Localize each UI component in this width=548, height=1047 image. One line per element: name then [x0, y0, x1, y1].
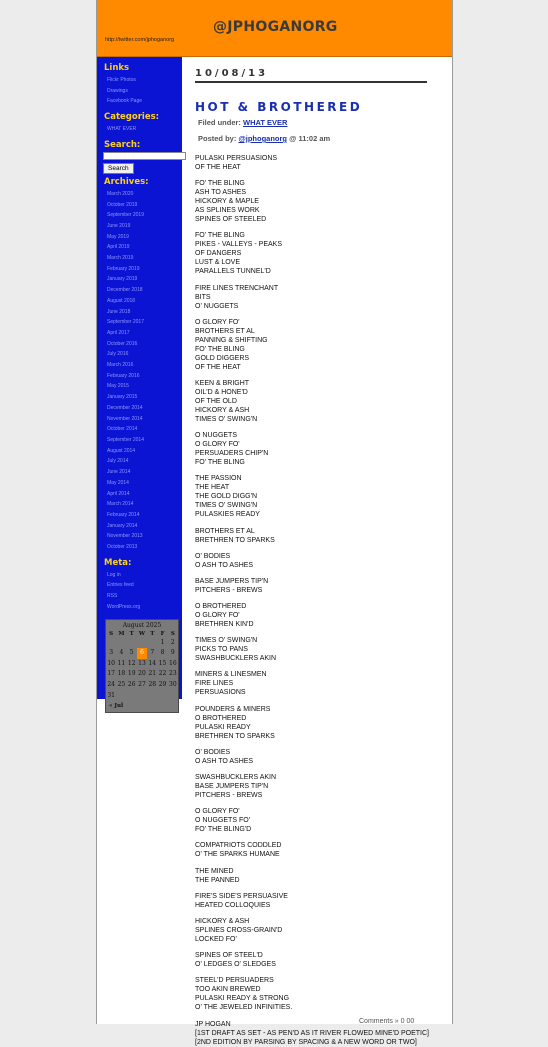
poem-line: BRETHREN TO SPARKS [195, 536, 275, 544]
signature-line: [1ST DRAFT AS SET - AS PEN'D AS IT RIVER FLOWED MINE'D POETIC] [195, 1030, 429, 1038]
poem-stanza [195, 179, 445, 224]
archive-link[interactable]: October 2013 [107, 544, 138, 551]
poem-line: PULASKI READY & STRONG [195, 995, 290, 1003]
sidebar-link[interactable]: Facebook Page [107, 98, 143, 105]
archive-link[interactable]: March 2019 [107, 255, 134, 262]
poem-line: FIRE LINES TRENCHANT [195, 284, 279, 292]
sidebar [97, 57, 182, 710]
calendar-day [157, 691, 167, 702]
poem-stanza [195, 231, 445, 276]
calendar-day-name: W [138, 630, 146, 637]
calendar-day [137, 691, 147, 702]
poem-line: PITCHERS - BREWS [195, 792, 263, 799]
poem-stanza [195, 474, 445, 519]
calendar-day [137, 638, 147, 649]
calendar-day [127, 638, 137, 649]
calendar-day-name: T [129, 630, 134, 637]
archive-link[interactable]: December 2018 [107, 287, 143, 294]
poem-line: SPINES OF STEEL'D [195, 952, 263, 960]
sidebar-link[interactable]: Flickr Photos [107, 77, 136, 83]
poem-line: HICKORY & MAPLE [195, 198, 259, 206]
poem-line: AS SPLINES WORK [195, 207, 260, 215]
calendar-day [168, 691, 178, 702]
archive-link[interactable]: April 2017 [107, 329, 130, 336]
post-author-link[interactable]: @jphoganorg [238, 134, 287, 143]
poem-line: OF THE HEAT [195, 164, 241, 171]
calendar-day-name: M [118, 630, 125, 637]
links-heading: Links [104, 63, 130, 73]
post-title[interactable]: HOT & BROTHERED [195, 100, 363, 114]
poem-line: O' BODIES [195, 552, 231, 560]
meta-link[interactable]: Entries feed [107, 582, 134, 589]
site-header [97, 0, 452, 57]
archive-link[interactable]: August 2014 [107, 447, 136, 454]
archive-link[interactable]: January 2014 [107, 522, 138, 529]
poem-line: GOLD DIGGERS [195, 354, 250, 362]
poem-line: KEEN & BRIGHT [195, 379, 250, 387]
meta-heading: Meta: [104, 557, 132, 568]
poem-stanza [195, 807, 445, 834]
archive-link[interactable]: December 2014 [107, 404, 143, 411]
poem-line: PULASKI PERSUASIONS [195, 155, 278, 162]
poem-line: FIRE LINES [195, 680, 234, 688]
poem-line: OF DANGERS [195, 250, 242, 258]
poem-line: O' LEDGES O' SLEDGES [195, 961, 276, 969]
poem-line: PULASKIES READY [195, 511, 260, 519]
poem-line: PIKES - VALLEYS - PEAKS [195, 241, 283, 249]
poem-line: PICKS TO PANS [195, 646, 248, 654]
poem-line: STEEL'D PERSUADERS [195, 977, 274, 985]
comments-link[interactable]: Comments » 0 00 [359, 1018, 415, 1025]
poem-line: PANNING & SHIFTING [195, 336, 268, 344]
poem-line: PITCHERS - BREWS [195, 586, 263, 594]
poem-line: PERSUASIONS [195, 689, 246, 697]
archive-link[interactable]: July 2014 [107, 458, 129, 465]
poem-stanza [195, 670, 445, 697]
calendar-day: 27 [138, 680, 146, 688]
poem-stanza [195, 379, 445, 424]
poem-line: OF THE HEAT [195, 363, 241, 371]
poem-line: O ASH TO ASHES [195, 757, 254, 765]
poem-stanza [195, 636, 445, 663]
poem-line: TIMES O' SWING'N [195, 502, 258, 510]
poem-stanza [195, 552, 445, 570]
poem-line: O BROTHERED [195, 714, 247, 722]
poem-line: PULASKI READY [195, 723, 251, 731]
poem-line: BASE JUMPERS TIP'N [195, 783, 269, 790]
poem-stanza [195, 154, 445, 172]
calendar-week [106, 691, 178, 702]
poem-stanza [195, 527, 445, 545]
archives-list [103, 189, 182, 553]
calendar-day: 14 [148, 659, 157, 667]
poem-line: BROTHERS ET AL [195, 327, 255, 335]
archive-link[interactable]: February 2016 [107, 372, 140, 379]
poem-line: O GLORY FO' [195, 318, 240, 326]
calendar-body [106, 638, 178, 702]
poem-line: O NUGGETS FO' [195, 817, 251, 825]
poem-line: O NUGGETS [195, 432, 238, 440]
poem-line: O' BODIES [195, 748, 231, 756]
calendar-prev-link[interactable]: « Jul [109, 703, 124, 710]
calendar-day: 17 [107, 670, 115, 678]
poem-line: O BROTHERED [195, 603, 247, 611]
calendar-day: 10 [107, 659, 115, 667]
calendar-day: 9 [170, 649, 175, 657]
poem-line: COMPATRIOTS CODDLED [195, 842, 282, 850]
calendar-day: 11 [117, 659, 126, 667]
calendar-week [106, 659, 178, 670]
archive-link[interactable]: February 2014 [107, 511, 140, 518]
search-form [103, 152, 182, 174]
archive-link[interactable]: July 2016 [107, 351, 129, 358]
search-heading: Search: [104, 139, 141, 150]
poem-line: O' THE JEWELED INFINITIES. [195, 1004, 293, 1012]
poem-line: LUST & LOVE [195, 259, 241, 267]
meta-link[interactable]: RSS [107, 593, 118, 600]
poem-line: BRETHREN TO SPARKS [195, 732, 275, 740]
poem-line: SPLINES CROSS-GRAIN'D [195, 926, 283, 934]
calendar-day [116, 691, 126, 702]
calendar-day [116, 638, 126, 649]
archive-link[interactable]: June 2019 [107, 222, 131, 229]
poem-line: O GLORY FO' [195, 612, 240, 620]
archive-link[interactable]: April 2014 [107, 490, 130, 497]
calendar-week [106, 680, 178, 691]
twitter-url[interactable]: http://twitter.com/jphoganorg [105, 37, 175, 43]
archive-link[interactable]: March 2014 [107, 501, 134, 508]
calendar-day: 29 [158, 680, 167, 688]
calendar-day: 22 [158, 670, 167, 678]
calendar-day: 16 [169, 659, 177, 667]
archive-link[interactable]: September 2014 [107, 436, 144, 443]
poem-stanza [195, 748, 445, 766]
poem-line: HICKORY & ASH [195, 917, 250, 925]
archive-link[interactable]: January 2019 [107, 276, 138, 283]
archive-link[interactable]: May 2015 [107, 383, 129, 390]
calendar-day: 5 [129, 649, 134, 657]
archive-link[interactable]: September 2017 [107, 319, 144, 326]
calendar-day: 2 [170, 638, 175, 646]
poem-line: O' NUGGETS [195, 302, 239, 310]
poem-line: O' THE SPARKS HUMANE [195, 851, 280, 859]
poem-stanza [195, 892, 445, 910]
poem-line: POUNDERS & MINERS [195, 705, 271, 713]
calendar-day: 30 [169, 680, 177, 688]
poem-stanza [195, 917, 445, 944]
poem-line: THE MINED [195, 867, 234, 875]
search-input[interactable] [103, 152, 186, 160]
category-link[interactable]: WHAT EVER [107, 126, 137, 133]
page [96, 0, 453, 1047]
archive-link[interactable]: October 2019 [107, 201, 138, 208]
poem-line: FO' THE BLING'D [195, 826, 252, 834]
archive-link[interactable]: November 2014 [107, 415, 143, 422]
poem-line: SWASHBUCKLERS AKIN [195, 655, 277, 663]
archive-link[interactable]: May 2019 [107, 233, 129, 240]
poem-line: BRETHREN KIN'D [195, 621, 254, 629]
categories-list [103, 124, 182, 135]
poem-stanza [195, 602, 445, 629]
poem-line: FO' THE BLING [195, 459, 245, 467]
calendar-day: 8 [160, 649, 165, 657]
poem-line: OF THE OLD [195, 397, 237, 405]
archive-link[interactable]: February 2019 [107, 265, 140, 272]
calendar-week [106, 648, 178, 659]
calendar-day-name: S [109, 630, 114, 637]
calendar-day: 20 [138, 670, 146, 678]
calendar-day-name: S [170, 630, 175, 637]
categories-heading: Categories: [104, 112, 160, 123]
poem-line: FO' THE BLING [195, 345, 245, 353]
meta-list [103, 570, 182, 613]
meta-link[interactable]: WordPress.org [107, 603, 141, 610]
post-category-link[interactable]: WHAT EVER [243, 118, 288, 127]
post-body [195, 154, 445, 1012]
calendar-day: 19 [127, 670, 136, 678]
calendar-day: 7 [150, 649, 155, 657]
poem-line: HEATED COLLOQUIES [195, 901, 271, 909]
calendar-day: 18 [117, 670, 126, 678]
poem-line: O GLORY FO' [195, 808, 240, 816]
calendar-day: 6 [137, 648, 147, 659]
meta-link[interactable]: Log in [107, 571, 121, 578]
poem-line: BASE JUMPERS TIP'N [195, 577, 269, 585]
calendar-table [106, 630, 178, 702]
calendar-day: 13 [138, 659, 146, 667]
poem-line: THE GOLD DIGG'N [195, 493, 258, 501]
post-date: 10/08/13 [195, 62, 427, 83]
poem-line: THE PANNED [195, 876, 240, 884]
main-content [195, 62, 445, 1047]
links-list [103, 75, 182, 107]
posted-by-label: Posted by: [198, 134, 237, 143]
archive-link[interactable]: May 2014 [107, 479, 129, 486]
poem-line: TOO AKIN BREWED [195, 986, 261, 994]
poem-line: MINERS & LINESMEN [195, 671, 267, 679]
poem-line: PERSUADERS CHIP'N [195, 450, 269, 458]
filed-under-label: Filed under: [198, 118, 241, 127]
poem-line: ASH TO ASHES [195, 189, 247, 197]
poem-line: FIRE'S SIDE'S PERSUASIVE [195, 892, 288, 900]
calendar-day: 3 [109, 649, 114, 657]
poem-stanza [195, 318, 445, 372]
calendar-day: 25 [117, 680, 126, 688]
poem-line: O GLORY FO' [195, 441, 240, 449]
poem-line: OIL'D & HONE'D [195, 388, 248, 396]
archive-link[interactable]: January 2015 [107, 394, 138, 401]
calendar-day: 28 [148, 680, 157, 688]
poem-stanza [195, 841, 445, 859]
site-title[interactable]: @JPHOGANORG [213, 19, 338, 35]
post-filed-under [198, 118, 445, 127]
poem-line: FO' THE BLING [195, 180, 245, 188]
calendar-day-header [106, 630, 178, 638]
calendar-week [106, 638, 178, 649]
calendar-day: 15 [158, 659, 167, 667]
calendar-caption: August 2025 [122, 621, 162, 629]
calendar-day [147, 638, 157, 649]
poem-line: FO' THE BLING [195, 232, 245, 240]
poem-stanza [195, 951, 445, 969]
calendar-day: 4 [119, 649, 124, 657]
calendar-day: 12 [127, 659, 136, 667]
calendar-day-name: T [150, 630, 155, 637]
calendar-day [127, 691, 137, 702]
post-byline [198, 134, 445, 143]
poem-stanza [195, 577, 445, 595]
archive-link[interactable]: March 2016 [107, 362, 134, 369]
archive-link[interactable]: November 2013 [107, 533, 143, 540]
poem-line: BROTHERS ET AL [195, 527, 255, 535]
calendar-day: 21 [148, 670, 157, 678]
calendar-day: 1 [160, 638, 165, 646]
poem-line: THE PASSION [195, 475, 242, 483]
signature-line: JP HOGAN [195, 1021, 231, 1029]
poem-line: SWASHBUCKLERS AKIN [195, 774, 277, 781]
archive-link[interactable]: April 2019 [107, 244, 130, 251]
sidebar-link[interactable]: Drawings [107, 87, 128, 94]
archive-link[interactable]: October 2014 [107, 426, 138, 433]
poem-line: PARALLELS TUNNEL'D [195, 268, 271, 276]
calendar-day: 31 [107, 691, 115, 699]
calendar-day: 23 [169, 670, 177, 678]
calendar-day-name: F [160, 630, 165, 637]
poem-line: BITS [195, 293, 211, 301]
poem-stanza [195, 431, 445, 467]
archive-link[interactable]: September 2019 [107, 212, 144, 219]
archive-link[interactable]: June 2014 [107, 469, 131, 476]
poem-stanza [195, 773, 445, 800]
calendar-day [106, 638, 116, 649]
signature-line: [2ND EDITION BY PARSING BY SPACING & A NEW WORD OR TWO] [195, 1039, 417, 1047]
poem-line: HICKORY & ASH [195, 406, 250, 414]
poem-line: LOCKED FO' [195, 935, 237, 943]
archive-link[interactable]: June 2018 [107, 308, 131, 315]
archive-link[interactable]: March 2020 [107, 190, 134, 197]
calendar-day [147, 691, 157, 702]
poem-stanza [195, 867, 445, 885]
calendar-day: 24 [107, 680, 115, 688]
poem-line: O ASH TO ASHES [195, 561, 254, 569]
poem-line: TIMES O' SWING'N [195, 637, 258, 645]
search-button[interactable]: Search [103, 163, 134, 174]
poem-stanza [195, 976, 445, 1012]
post-time: @ 11:02 am [289, 134, 331, 143]
archives-heading: Archives: [104, 176, 149, 187]
poem-line: TIMES O' SWING'N [195, 415, 258, 423]
poem-line: SPINES OF STEELED [195, 216, 267, 224]
calendar [105, 619, 179, 714]
poem-line: THE HEAT [195, 484, 230, 492]
calendar-day: 26 [127, 680, 136, 688]
archive-link[interactable]: August 2018 [107, 297, 136, 304]
poem-stanza [195, 284, 445, 311]
calendar-week [106, 669, 178, 680]
archive-link[interactable]: October 2016 [107, 340, 138, 347]
poem-stanza [195, 705, 445, 741]
